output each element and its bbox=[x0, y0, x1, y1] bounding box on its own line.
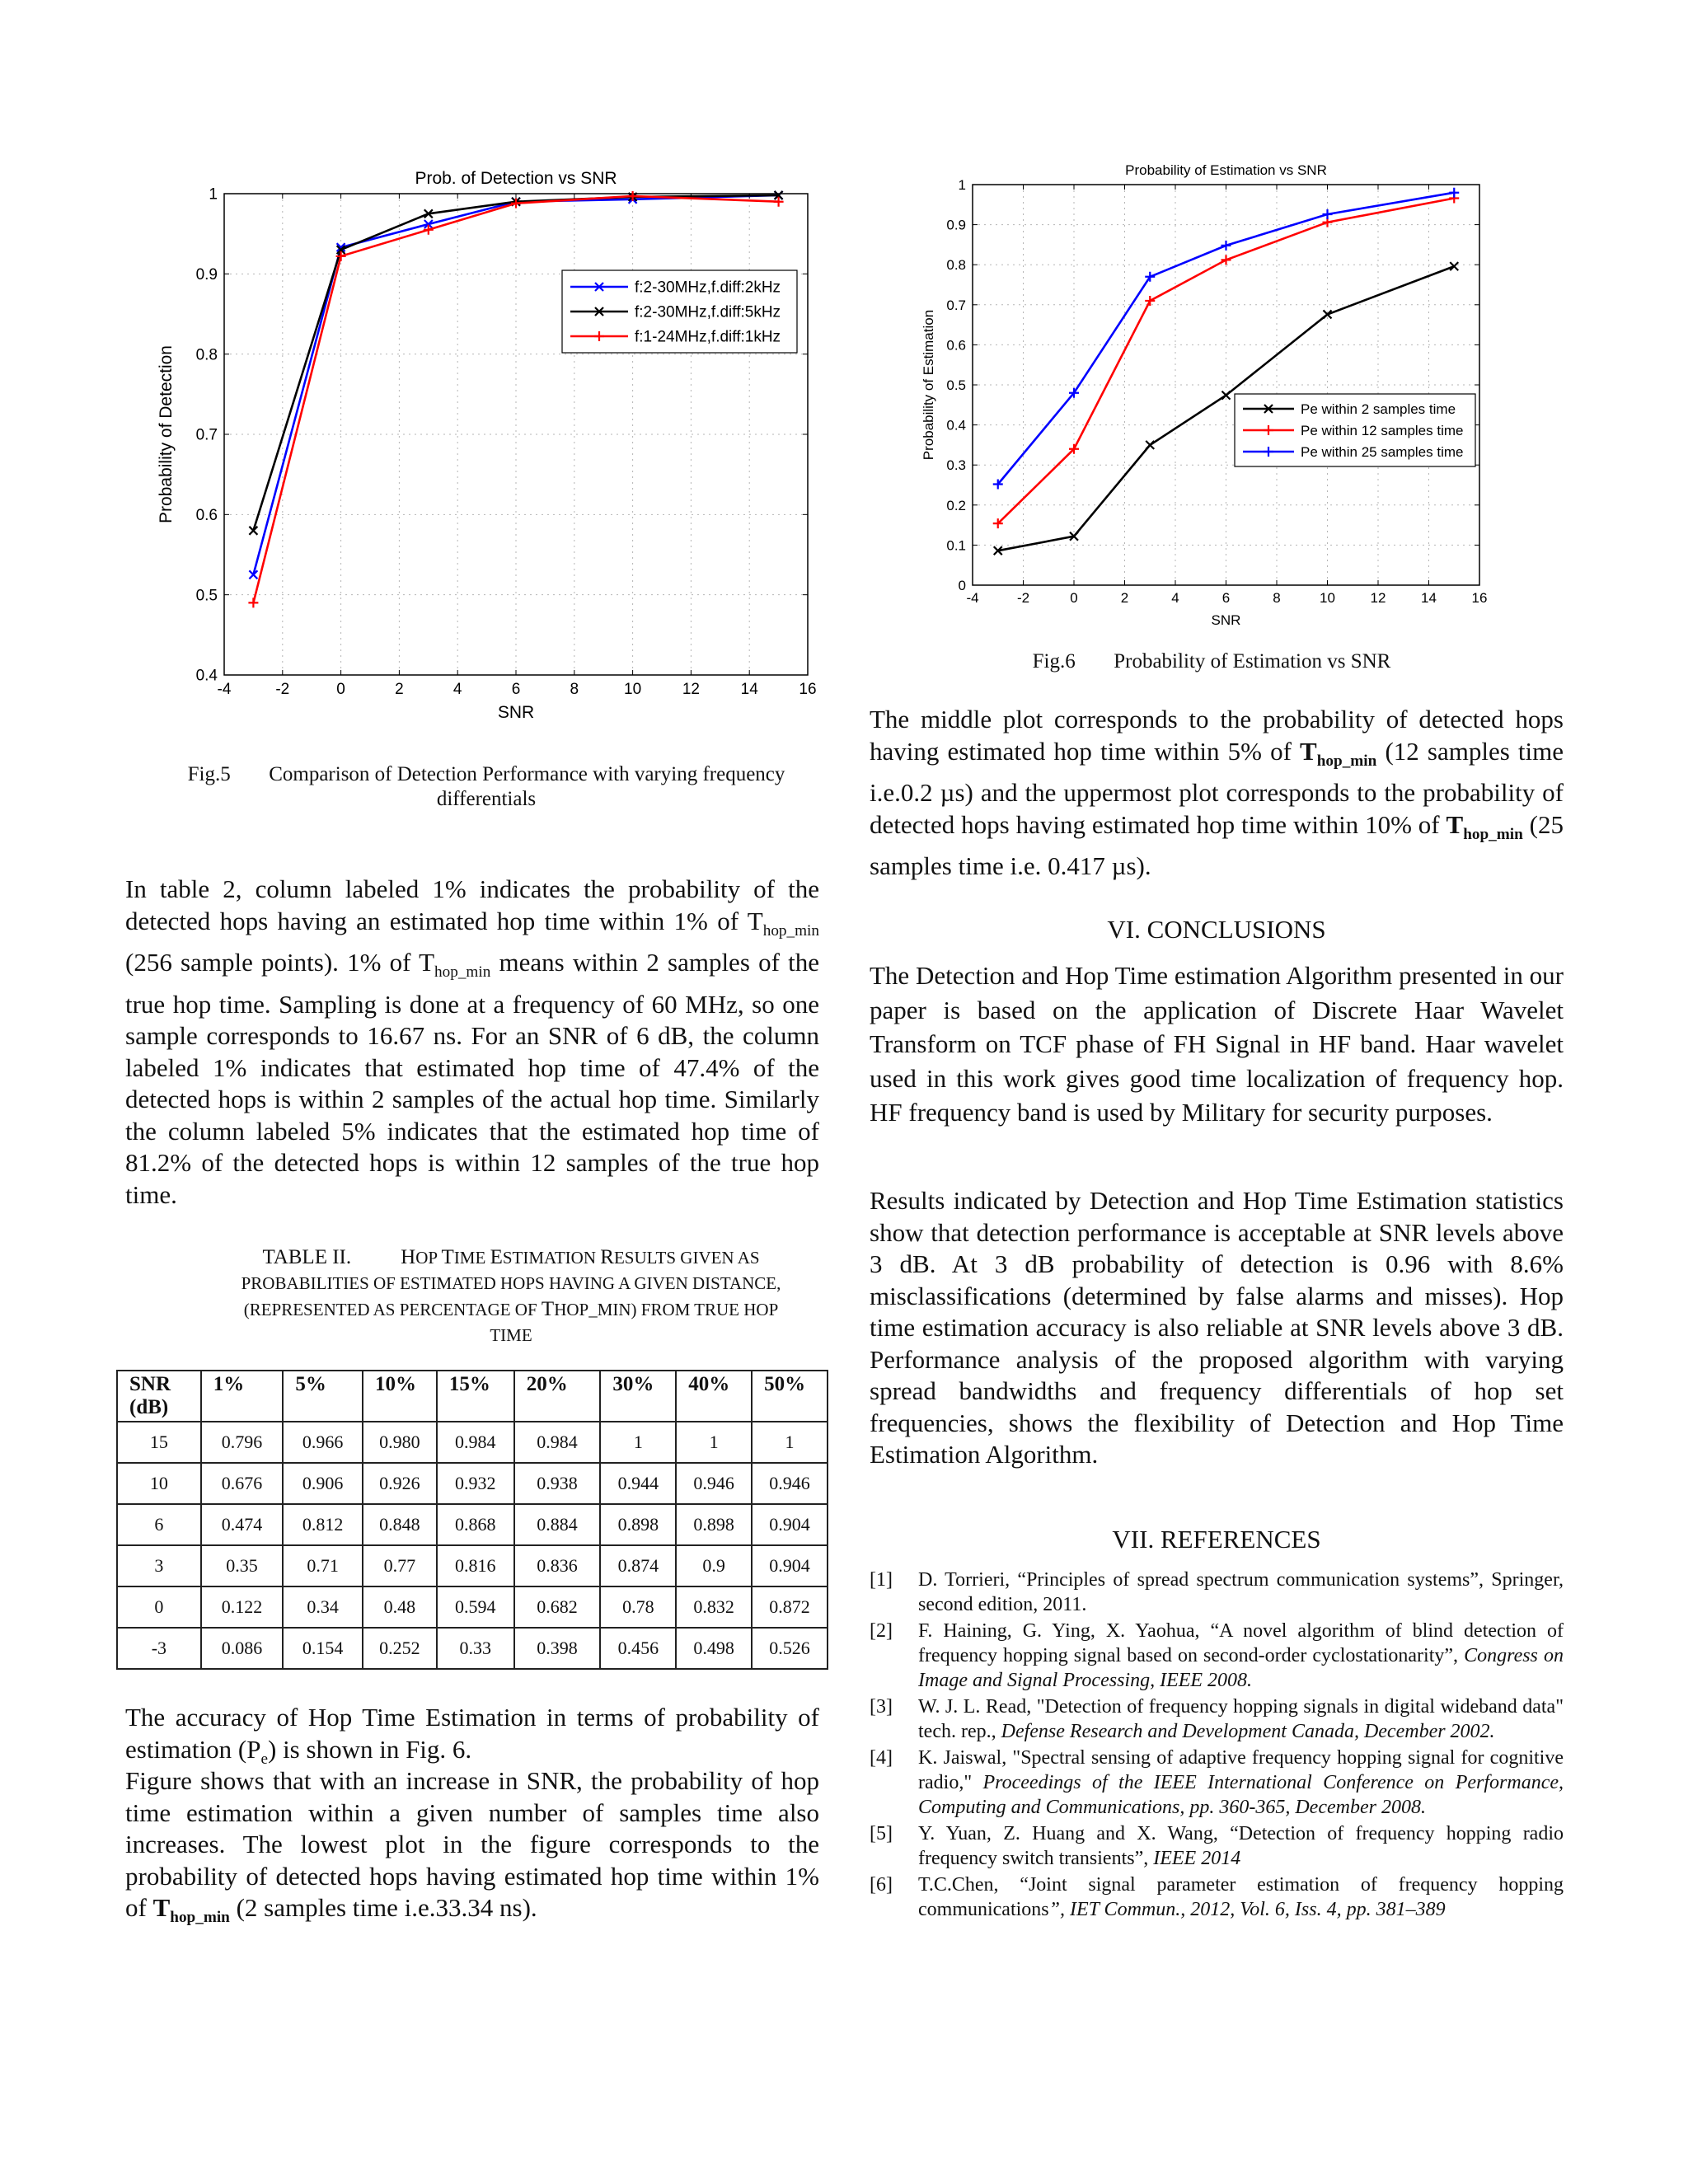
x-tick-label: 16 bbox=[1471, 590, 1488, 606]
x-tick-label: 6 bbox=[511, 681, 521, 698]
table-cell: 0.33 bbox=[437, 1628, 514, 1669]
table-cell: 0.874 bbox=[600, 1545, 676, 1586]
reference-text: D. Torrieri, “Principles of spread spectrum communication systems”, Springer, second edition, 2011. bbox=[918, 1569, 1564, 1615]
reference-number: [6] bbox=[870, 1874, 893, 1896]
table-cell: 0.71 bbox=[283, 1545, 363, 1586]
table-cell: 0.904 bbox=[752, 1545, 828, 1586]
reference-item bbox=[870, 1694, 1564, 1744]
table-cell: 0.980 bbox=[363, 1422, 437, 1463]
conclusions-paragraph-2: Results indicated by Detection and Hop Time Estimation statistics show that detection performance is acceptable at SNR levels above 3 dB. At 3 dB probability of detection is 0.96 with 8.6% misclassifications (determined by false alarms and misses). Hop time estimation accuracy is also reliable at SNR levels above 3 dB. Performance analysis of the proposed algorithm with varying spread bandwidths and frequency differentials of hop set frequencies, shows the flexibility of Detection and Hop Time Estimation Algorithm. bbox=[870, 1186, 1564, 1469]
table-cell: -3 bbox=[117, 1628, 201, 1669]
table-cell: 0.77 bbox=[363, 1545, 437, 1586]
table-cell: 0.474 bbox=[201, 1504, 284, 1545]
table-cell: 0.252 bbox=[363, 1628, 437, 1669]
y-axis-label: Probability of Estimation bbox=[921, 309, 936, 461]
table-row bbox=[117, 1628, 828, 1669]
x-tick-label: 4 bbox=[1171, 590, 1179, 606]
table-cell: 6 bbox=[117, 1504, 201, 1545]
fig6-caption bbox=[915, 649, 1508, 674]
table-title: TABLE II. HOP TIME ESTIMATION RESULTS GIVEN AS PROBABILITIES OF ESTIMATED HOPS HAVING A GIVEN DISTANCE, (REPRESENTED AS PERCENTAGE OF THOP_MIN) FROM TRUE HOP TIME bbox=[241, 1246, 781, 1345]
chart-title: Prob. of Detection vs SNR bbox=[415, 169, 617, 188]
results-table bbox=[116, 1370, 828, 1670]
reference-item bbox=[870, 1872, 1564, 1922]
y-tick-label: 0.7 bbox=[195, 426, 218, 444]
table-header-cell: 10% bbox=[363, 1371, 437, 1422]
chart-title: Probability of Estimation vs SNR bbox=[1125, 162, 1327, 178]
table-cell: 0.398 bbox=[514, 1628, 601, 1669]
reference-text: W. J. L. Read, "Detection of frequency hopping signals in digital wideband data" tech. rep., Defense Research and Development Canada, December 2002. bbox=[918, 1696, 1564, 1742]
table-row bbox=[117, 1504, 828, 1545]
table-cell: 0.836 bbox=[514, 1545, 601, 1586]
x-tick-label: 0 bbox=[1070, 590, 1078, 606]
x-tick-label: 14 bbox=[1421, 590, 1437, 606]
table-cell: 0.526 bbox=[752, 1628, 828, 1669]
reference-text: K. Jaiswal, "Spectral sensing of adaptive frequency hopping signal for cognitive radio," Proceedings of the IEEE International Conference on Performance, Computing and Communications, pp. 360-365, December 2008. bbox=[918, 1747, 1564, 1818]
table-cell: 0.796 bbox=[201, 1422, 284, 1463]
y-tick-label: 0.9 bbox=[195, 265, 218, 284]
fig6-caption-text: Probability of Estimation vs SNR bbox=[1114, 650, 1391, 673]
legend-label: f:2-30MHz,f.diff:5kHz bbox=[635, 303, 781, 321]
reference-number: [5] bbox=[870, 1823, 893, 1844]
reference-number: [1] bbox=[870, 1569, 893, 1591]
table-cell: 0.816 bbox=[437, 1545, 514, 1586]
table-cell: 0.34 bbox=[283, 1586, 363, 1628]
table-row bbox=[117, 1586, 828, 1628]
legend-label: Pe within 2 samples time bbox=[1301, 401, 1456, 417]
table-header-cell: 15% bbox=[437, 1371, 514, 1422]
y-tick-label: 0.8 bbox=[946, 257, 966, 274]
legend-label: f:2-30MHz,f.diff:2kHz bbox=[635, 279, 781, 297]
table-cell: 0.926 bbox=[363, 1463, 437, 1504]
table-cell: 0.904 bbox=[752, 1504, 828, 1545]
reference-text: T.C.Chen, “Joint signal parameter estimation of frequency hopping communications”, IET Commun., 2012, Vol. 6, Iss. 4, pp. 381–389 bbox=[918, 1874, 1564, 1920]
reference-item bbox=[870, 1821, 1564, 1871]
table-cell: 0.9 bbox=[676, 1545, 752, 1586]
table-row bbox=[117, 1422, 828, 1463]
table-cell: 0.498 bbox=[676, 1628, 752, 1669]
x-tick-label: 2 bbox=[1120, 590, 1129, 606]
reference-number: [3] bbox=[870, 1696, 893, 1718]
reference-item bbox=[870, 1619, 1564, 1693]
x-tick-label: -2 bbox=[275, 681, 290, 698]
x-tick-label: 8 bbox=[1273, 590, 1281, 606]
y-tick-label: 0.6 bbox=[195, 506, 218, 524]
table-cell: 0.812 bbox=[283, 1504, 363, 1545]
table-cell: 0.946 bbox=[676, 1463, 752, 1504]
table-cell: 10 bbox=[117, 1463, 201, 1504]
x-tick-label: -2 bbox=[1016, 590, 1030, 606]
table-cell: 0.906 bbox=[283, 1463, 363, 1504]
table-cell: 3 bbox=[117, 1545, 201, 1586]
table-cell: 0.966 bbox=[283, 1422, 363, 1463]
table-cell: 0.78 bbox=[600, 1586, 676, 1628]
table-cell: 0.456 bbox=[600, 1628, 676, 1669]
legend-label: f:1-24MHz,f.diff:1kHz bbox=[635, 328, 781, 346]
table-header-cell: 1% bbox=[201, 1371, 284, 1422]
right-paragraph-middle-plot: The middle plot corresponds to the probability of detected hops having estimated hop time within 5% of $T_{hop\_min}$ (12 samples time i.e.0.2 µs) and the uppermost plot corresponds to the probability of detected hops having estimated hop time within 10% of $T_{hop\_min}$ (25 samples time i.e. 0.417 µs). bbox=[870, 705, 1564, 881]
references-list bbox=[870, 1568, 1564, 1924]
reference-item bbox=[870, 1568, 1564, 1617]
table-cell: 0.48 bbox=[363, 1586, 437, 1628]
x-tick-label: 14 bbox=[740, 681, 758, 698]
y-tick-label: 0.7 bbox=[946, 297, 966, 313]
reference-item bbox=[870, 1746, 1564, 1820]
table-cell: 0 bbox=[117, 1586, 201, 1628]
table-header-cell: 50% bbox=[752, 1371, 828, 1422]
table-cell: 0.868 bbox=[437, 1504, 514, 1545]
table-cell: 0.086 bbox=[201, 1628, 284, 1669]
y-tick-label: 0.5 bbox=[195, 587, 218, 605]
x-tick-label: 12 bbox=[682, 681, 700, 698]
table-cell: 1 bbox=[752, 1422, 828, 1463]
y-tick-label: 0.9 bbox=[946, 217, 966, 233]
x-tick-label: 12 bbox=[1370, 590, 1386, 606]
x-tick-label: 8 bbox=[570, 681, 579, 698]
legend-label: Pe within 12 samples time bbox=[1301, 422, 1464, 438]
y-tick-label: 0 bbox=[958, 577, 966, 593]
y-axis-label: Probability of Detection bbox=[157, 345, 176, 523]
fig6-chart bbox=[915, 155, 1508, 633]
table-cell: 0.594 bbox=[437, 1586, 514, 1628]
left-paragraph-hop-time: In table 2, column labeled 1% indicates the probability of the detected hops having an estimated hop time within 1% of $T_{hop\_min}$ (256 sample points). 1% of $T_{hop\_min}$ means within 2 samples of the true hop time. Sampling is done at a frequency of 60 MHz, so one sample corresponds to 16.67 ns. For an SNR of 6 dB, the column labeled 1% indicates that estimated hop time of 47.4% of the detected hops is within 2 samples of the actual hop time. Similarly the column labeled 5% indicates that the estimated hop time of 81.2% of the detected hops is within 12 samples of the true hop time. bbox=[125, 874, 819, 1209]
x-tick-label: 6 bbox=[1221, 590, 1231, 606]
conclusions-paragraph-1: The Detection and Hop Time estimation Algorithm presented in our paper is based on the application of Discrete Haar Wavelet Transform on TCF phase of FH Signal in HF band. Haar wavelet used in this work gives good time localization of frequency hop. HF frequency band is used by Military for security purposes. bbox=[870, 961, 1564, 1127]
x-tick-label: 2 bbox=[395, 681, 404, 698]
reference-text: F. Haining, G. Ying, X. Yaohua, “A novel algorithm of blind detection of frequency hopping signal based on second-order cyclostationarity”, Congress on Image and Signal Processing, IEEE 2008. bbox=[918, 1620, 1564, 1691]
table-header-cell: 30% bbox=[600, 1371, 676, 1422]
table-cell: 1 bbox=[676, 1422, 752, 1463]
y-tick-label: 0.4 bbox=[195, 667, 218, 685]
fig5-caption bbox=[148, 762, 824, 812]
y-tick-label: 0.8 bbox=[195, 346, 218, 364]
x-tick-label: 0 bbox=[336, 681, 345, 698]
table-cell: 0.676 bbox=[201, 1463, 284, 1504]
table-cell: 0.682 bbox=[514, 1586, 601, 1628]
table-header-cell: SNR (dB) bbox=[117, 1371, 201, 1422]
table-cell: 0.122 bbox=[201, 1586, 284, 1628]
table-cell: 1 bbox=[600, 1422, 676, 1463]
y-tick-label: 0.2 bbox=[946, 497, 966, 513]
table-cell: 0.35 bbox=[201, 1545, 284, 1586]
table-cell: 0.848 bbox=[363, 1504, 437, 1545]
table-cell: 0.872 bbox=[752, 1586, 828, 1628]
table-cell: 0.884 bbox=[514, 1504, 601, 1545]
table-header-cell: 40% bbox=[676, 1371, 752, 1422]
y-tick-label: 0.6 bbox=[946, 337, 966, 354]
x-axis-label: SNR bbox=[1211, 612, 1241, 628]
legend-label: Pe within 25 samples time bbox=[1301, 443, 1464, 460]
fig6-caption-label: Fig.6 bbox=[1032, 650, 1076, 673]
fig5-caption-label: Fig.5 bbox=[187, 763, 231, 785]
references-heading: VII. REFERENCES bbox=[1112, 1525, 1321, 1554]
table-cell: 15 bbox=[117, 1422, 201, 1463]
y-tick-label: 0.5 bbox=[946, 377, 966, 393]
y-tick-label: 0.1 bbox=[946, 537, 966, 554]
y-tick-label: 1 bbox=[958, 176, 966, 193]
table-cell: 0.898 bbox=[676, 1504, 752, 1545]
y-tick-label: 1 bbox=[209, 185, 218, 204]
table-header-cell: 20% bbox=[514, 1371, 601, 1422]
table-cell: 0.984 bbox=[437, 1422, 514, 1463]
table-cell: 0.944 bbox=[600, 1463, 676, 1504]
conclusions-heading: VI. CONCLUSIONS bbox=[1107, 915, 1326, 944]
table-header-cell: 5% bbox=[283, 1371, 363, 1422]
reference-number: [4] bbox=[870, 1747, 893, 1769]
table-cell: 0.938 bbox=[514, 1463, 601, 1504]
table-cell: 0.946 bbox=[752, 1463, 828, 1504]
table-cell: 0.898 bbox=[600, 1504, 676, 1545]
x-tick-label: 10 bbox=[624, 681, 642, 698]
table-row bbox=[117, 1545, 828, 1586]
x-tick-label: -4 bbox=[217, 681, 232, 698]
left-paragraph-figure-shows: Figure shows that with an increase in SNR, the probability of hop time estimation within a given number of samples time also increases. The lowest plot in the figure corresponds to the probability of detected hops having estimated hop time within 1% of $T_{hop\_min}$ (2 samples time i.e.33.34 ns). bbox=[125, 1766, 819, 1927]
table-row bbox=[117, 1463, 828, 1504]
x-tick-label: -4 bbox=[966, 590, 979, 606]
y-tick-label: 0.4 bbox=[946, 417, 966, 434]
reference-number: [2] bbox=[870, 1620, 893, 1642]
x-tick-label: 10 bbox=[1320, 590, 1335, 606]
table-cell: 0.832 bbox=[676, 1586, 752, 1628]
table-cell: 0.154 bbox=[283, 1628, 363, 1669]
x-tick-label: 16 bbox=[799, 681, 817, 698]
x-axis-label: SNR bbox=[497, 703, 535, 722]
x-tick-label: 4 bbox=[452, 681, 462, 698]
table-cell: 0.932 bbox=[437, 1463, 514, 1504]
table-cell: 0.984 bbox=[514, 1422, 601, 1463]
fig5-caption-text: Comparison of Detection Performance with varying frequency differentials bbox=[269, 763, 785, 810]
y-tick-label: 0.3 bbox=[946, 457, 966, 474]
left-paragraph-accuracy: The accuracy of Hop Time Estimation in terms of probability of estimation $(P_e)$ is shown in Fig. 6. bbox=[125, 1703, 819, 1768]
reference-text: Y. Yuan, Z. Huang and X. Wang, “Detection of frequency hopping radio frequency switch transients”, IEEE 2014 bbox=[918, 1823, 1564, 1869]
fig5-chart bbox=[148, 157, 841, 733]
